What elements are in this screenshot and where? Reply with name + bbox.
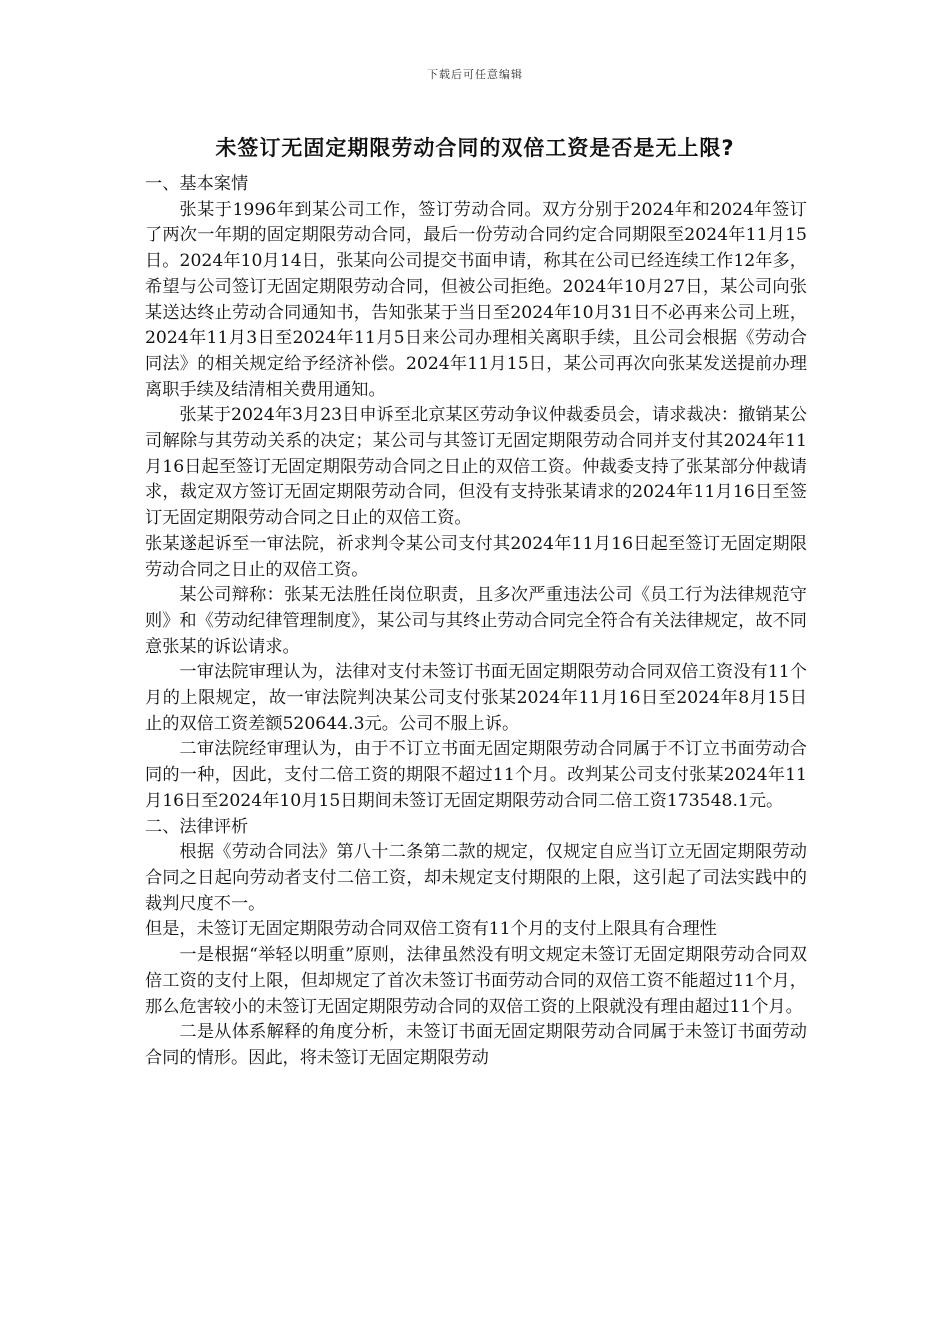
paragraph-argument-one: 一是根据“举轻以明重”原则，法律虽然没有明文规定未签订无固定期限劳动合同双倍工资的支付上限，但却规定了首次未签订书面劳动合同的双倍工资不能超过11个月，那么危害较小的未签订无固定期限劳动合同的双倍工资的上限就没有理由超过11个月。 <box>145 945 807 1017</box>
section-heading-legal-analysis: 二、法律评析 <box>145 816 249 837</box>
paragraph-lawsuit: 张某遂起诉至一审法院，祈求判令某公司支付其2024年11月16日起至签订无固定期限劳动合同之日止的双倍工资。 <box>145 533 807 580</box>
paragraph-legal-basis: 根据《劳动合同法》第八十二条第二款的规定，仅规定自应当订立无固定期限劳动合同之日起向劳动者支付二倍工资，却未规定支付期限的上限，这引起了司法实践中的裁判尺度不一。 <box>145 842 807 914</box>
paragraph-first-instance: 一审法院审理认为，法律对支付未签订书面无固定期限劳动合同双倍工资没有11个月的上限规定，故一审法院判决某公司支付张某2024年11月16日至2024年8月15日止的双倍工资差额520644.3元。公司不服上诉。 <box>145 662 807 734</box>
section-heading-basic-facts: 一、基本案情 <box>145 174 249 194</box>
paragraph-reasonableness: 但是，未签订无固定期限劳动合同双倍工资有11个月的支付上限具有合理性 <box>145 919 717 940</box>
paragraph-company-defense: 某公司辩称：张某无法胜任岗位职责，且多次严重违法公司《员工行为法律规范守则》和《劳动纪律管理制度》，某公司与其终止劳动合同完全符合有关法律规定，故不同意张某的诉讼请求。 <box>145 585 807 657</box>
page-header-note: 下载后可任意编辑 <box>427 68 523 81</box>
paragraph-second-instance: 二审法院经审理认为，由于不订立书面无固定期限劳动合同属于不订立书面劳动合同的一种，因此，支付二倍工资的期限不超过11个月。改判某公司支付张某2024年11月16日至2024年10月15日期间未签订无固定期限劳动合同二倍工资173548.1元。 <box>145 739 807 811</box>
paragraph-case-background: 张某于1996年到某公司工作，签订劳动合同。双方分别于2024年和2024年签订了两次一年期的固定期限劳动合同，最后一份劳动合同约定合同期限至2024年11月15日。2024年10月14日，张某向公司提交书面申请，称其在公司已经连续工作12年多，希望与公司签订无固定期限劳动合同，但被公司拒绝。2024年10月27日，某公司向张某送达终止劳动合同通知书，告知张某于当日至2024年10月31日不必再来公司上班，2024年11月3日至2024年11月5日来公司办理相关离职手续，且公司会根据《劳动合同法》的相关规定给予经济补偿。2024年11月15日，某公司再次向张某发送提前办理离职手续及结清相关费用通知。 <box>145 199 807 400</box>
document-title: 未签订无固定期限劳动合同的双倍工资是否是无上限? <box>215 136 735 160</box>
paragraph-argument-two: 二是从体系解释的角度分析，未签订书面无固定期限劳动合同属于未签订书面劳动合同的情形。因此，将未签订无固定期限劳动 <box>145 1022 807 1068</box>
document-body <box>145 172 807 1072</box>
paragraph-arbitration: 张某于2024年3月23日申诉至北京某区劳动争议仲裁委员会，请求裁决：撤销某公司解除与其劳动关系的决定；某公司与其签订无固定期限劳动合同并支付其2024年11月16日起至签订无固定期限劳动合同之日止的双倍工资。仲裁委支持了张某部分仲裁请求，裁定双方签订无固定期限劳动合同，但没有支持张某请求的2024年11月16日至签订无固定期限劳动合同之日止的双倍工资。 <box>145 405 807 529</box>
